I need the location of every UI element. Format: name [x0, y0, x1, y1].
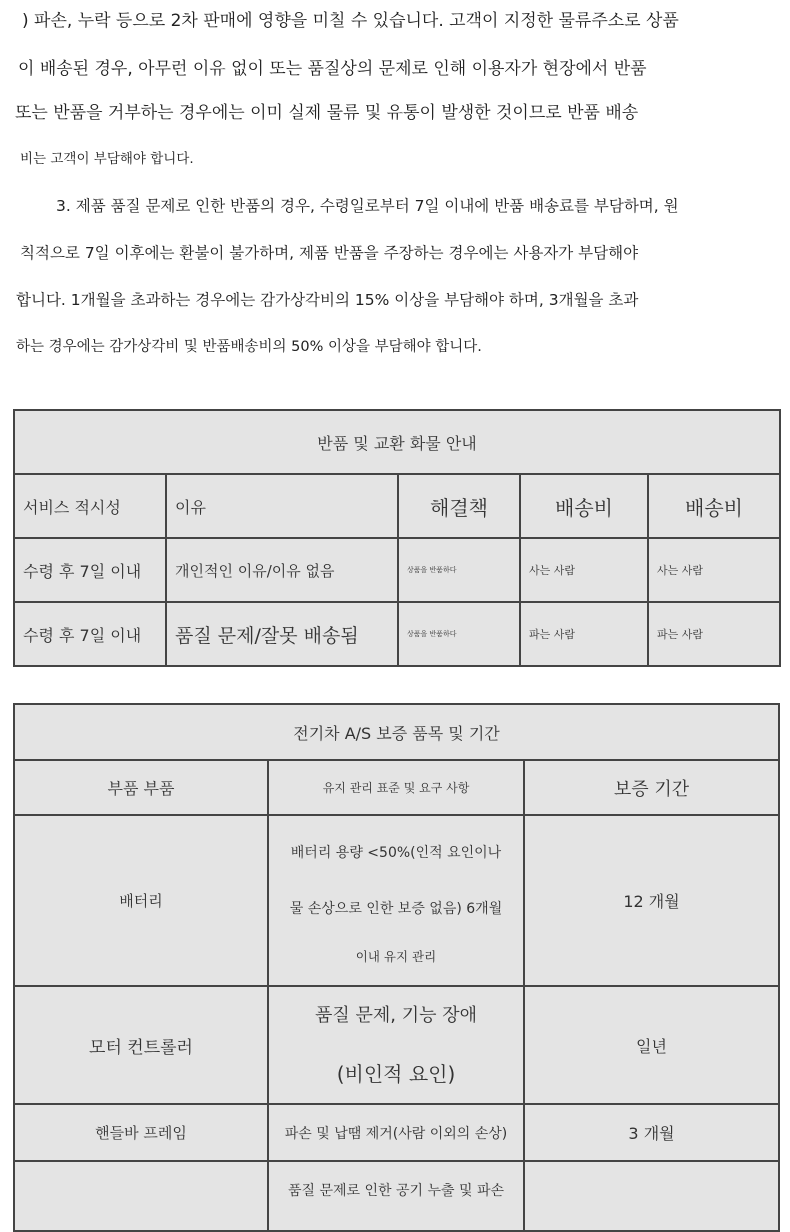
- table-cell: 수령 후 7일 이내: [14, 602, 166, 666]
- standard-line: 품질 문제, 기능 장애: [315, 1005, 477, 1026]
- paragraph-line: 칙적으로 7일 이후에는 환불이 불가하며, 제품 반품을 주장하는 경우에는 사용자가 부담해야: [20, 244, 639, 262]
- header-cell: 서비스 적시성: [14, 474, 166, 538]
- warranty-table: [13, 703, 780, 1232]
- period-cell: 3 개월: [524, 1104, 779, 1161]
- header-cell: 부품 부품: [14, 760, 268, 815]
- header-cell: 보증 기간: [524, 760, 779, 815]
- standard-line: 이내 유지 관리: [355, 948, 437, 964]
- standard-line: 물 손상으로 인한 보증 없음) 6개월: [289, 900, 503, 917]
- table-cell: 사는 사람: [520, 538, 648, 602]
- table-cell: 파는 사람: [520, 602, 648, 666]
- table-header-row: [14, 760, 779, 815]
- paragraph-line: 또는 반품을 거부하는 경우에는 이미 실제 물류 및 유통이 발생한 것이므로 반품 배송: [15, 103, 639, 123]
- standard-cell: [268, 986, 524, 1104]
- part-cell: [14, 1161, 268, 1231]
- period-cell: 12 개월: [524, 815, 779, 986]
- table-cell: 품질 문제/잘못 배송됨: [166, 602, 398, 666]
- table-row: [14, 1161, 779, 1231]
- header-cell: 해결책: [398, 474, 520, 538]
- standard-cell: 품질 문제로 인한 공기 누출 및 파손: [268, 1161, 524, 1231]
- header-cell: 이유: [166, 474, 398, 538]
- table-cell: 개인적인 이유/이유 없음: [166, 538, 398, 602]
- paragraph-line: 3. 제품 품질 문제로 인한 반품의 경우, 수령일로부터 7일 이내에 반품 배송료를 부담하며, 원: [56, 197, 679, 215]
- period-cell: 일년: [524, 986, 779, 1104]
- table-cell: 파는 사람: [648, 602, 780, 666]
- table-cell: 상품을 반품하다: [398, 602, 520, 666]
- table-row: [14, 602, 780, 666]
- header-cell: 배송비: [520, 474, 648, 538]
- standard-cell: [268, 815, 524, 986]
- table-title-row: [14, 704, 779, 760]
- paragraph-line: ) 파손, 누락 등으로 2차 판매에 영향을 미칠 수 있습니다. 고객이 지정한 물류주소로 상품: [22, 11, 679, 31]
- table-cell: 사는 사람: [648, 538, 780, 602]
- header-cell: 배송비: [648, 474, 780, 538]
- part-cell: 모터 컨트롤러: [14, 986, 268, 1104]
- return-table-title: 반품 및 교환 화물 안내: [14, 410, 780, 474]
- part-cell: 배터리: [14, 815, 268, 986]
- table-row: [14, 815, 779, 986]
- period-cell: [524, 1161, 779, 1231]
- table-cell: 수령 후 7일 이내: [14, 538, 166, 602]
- paragraph-line: 합니다. 1개월을 초과하는 경우에는 감가상각비의 15% 이상을 부담해야 하며, 3개월을 초과: [16, 291, 639, 309]
- header-cell: 유지 관리 표준 및 요구 사항: [268, 760, 524, 815]
- standard-line: 배터리 용량 <50%(인적 요인이나: [290, 844, 502, 861]
- table-cell: 상품을 반품하다: [398, 538, 520, 602]
- table-title-row: [14, 410, 780, 474]
- table-header-row: [14, 474, 780, 538]
- table-row: [14, 538, 780, 602]
- paragraph-line: 하는 경우에는 감가상각비 및 반품배송비의 50% 이상을 부담해야 합니다.: [16, 339, 482, 355]
- warranty-table-title: 전기차 A/S 보증 품목 및 기간: [14, 704, 779, 760]
- part-cell: 핸들바 프레임: [14, 1104, 268, 1161]
- paragraph-line: 비는 고객이 부담해야 합니다.: [20, 151, 194, 167]
- standard-line: (비인적 요인): [336, 1062, 456, 1086]
- table-row: [14, 986, 779, 1104]
- table-row: [14, 1104, 779, 1161]
- standard-cell: 파손 및 납땜 제거(사람 이외의 손상): [268, 1104, 524, 1161]
- return-exchange-table: [13, 409, 781, 667]
- paragraph-line: 이 배송된 경우, 아무런 이유 없이 또는 품질상의 문제로 인해 이용자가 현장에서 반품: [18, 59, 647, 79]
